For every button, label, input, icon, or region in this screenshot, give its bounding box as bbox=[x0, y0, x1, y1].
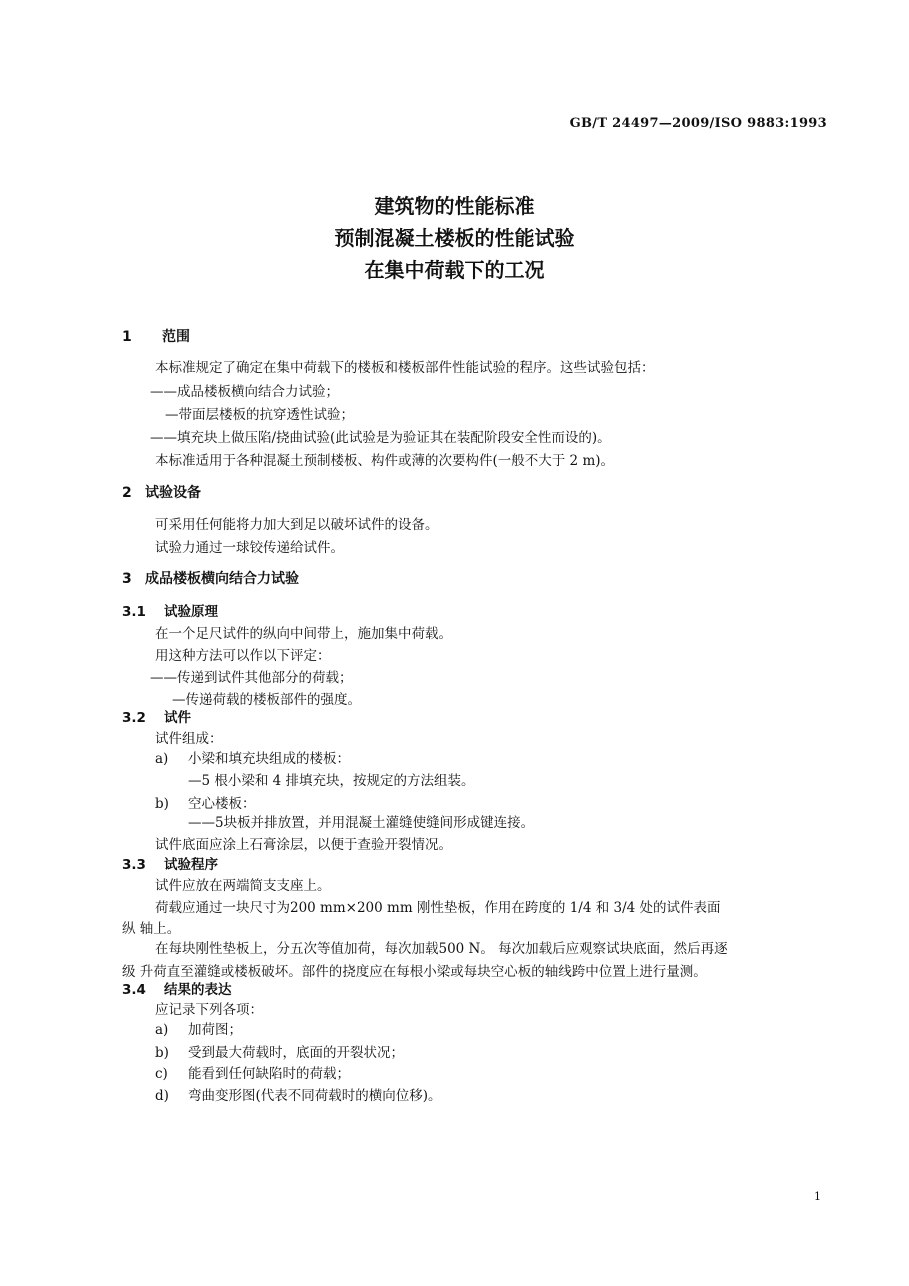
paragraph: 纵 轴上。 bbox=[122, 921, 181, 937]
subsection-3-1-heading bbox=[122, 600, 218, 620]
subsection-3-4-heading bbox=[122, 978, 232, 998]
paragraph: 荷载应通过一块尺寸为200 mm×200 mm 刚性垫板，作用在跨度的 1/4 和 3/4 处的试件表面 bbox=[155, 900, 721, 916]
section-number: 3 bbox=[122, 571, 132, 587]
list-label: d) bbox=[155, 1088, 169, 1104]
list-item: —带面层楼板的抗穿透性试验； bbox=[165, 407, 354, 423]
section-number: 2 bbox=[122, 485, 132, 501]
section-number: 3.2 bbox=[122, 710, 146, 726]
paragraph: 试验力通过一球铰传递给试件。 bbox=[155, 540, 344, 556]
section-3-heading bbox=[122, 568, 299, 588]
list-label: a) bbox=[155, 1022, 169, 1038]
section-title: 试验设备 bbox=[145, 485, 201, 501]
list-item bbox=[155, 1084, 442, 1104]
list-item: ——传递到试件其他部分的荷载； bbox=[150, 670, 353, 686]
list-text: 加荷图； bbox=[188, 1022, 242, 1038]
list-label: a) bbox=[155, 751, 169, 767]
list-text: 空心楼板： bbox=[188, 796, 256, 812]
list-text: 小梁和填充块组成的楼板： bbox=[188, 751, 350, 767]
paragraph: 在一个足尺试件的纵向中间带上，施加集中荷载。 bbox=[155, 626, 452, 642]
section-number: 3.1 bbox=[122, 604, 146, 620]
list-item bbox=[155, 1041, 404, 1061]
paragraph: 试件组成： bbox=[155, 731, 223, 747]
list-text: 弯曲变形图(代表不同荷载时的横向位移)。 bbox=[188, 1088, 442, 1104]
list-item: ——填充块上做压陷/挠曲试验(此试验是为验证其在装配阶段安全性而设的)。 bbox=[150, 430, 611, 446]
list-text: 能看到任何缺陷时的荷载； bbox=[188, 1066, 350, 1082]
paragraph: 本标准适用于各种混凝土预制楼板、构件或薄的次要构件(一般不大于 2 m)。 bbox=[155, 453, 615, 469]
list-item bbox=[155, 1062, 350, 1082]
list-label: b) bbox=[155, 796, 169, 812]
section-2-heading bbox=[122, 482, 201, 502]
section-number: 3.4 bbox=[122, 982, 146, 998]
list-item bbox=[155, 747, 350, 767]
list-item: —传递荷载的楼板部件的强度。 bbox=[172, 692, 361, 708]
section-number: 3.3 bbox=[122, 857, 146, 873]
subsection-3-3-heading bbox=[122, 853, 218, 873]
standard-number: GB/T 24497—2009/ISO 9883:1993 bbox=[569, 116, 827, 131]
list-item bbox=[155, 792, 256, 812]
list-item: ——成品楼板横向结合力试验； bbox=[150, 384, 339, 400]
list-label: b) bbox=[155, 1045, 169, 1061]
paragraph: 试件应放在两端简支支座上。 bbox=[155, 878, 331, 894]
document-title-line-3: 在集中荷载下的工况 bbox=[364, 258, 545, 282]
list-label: c) bbox=[155, 1066, 168, 1082]
paragraph: 应记录下列各项： bbox=[155, 1002, 263, 1018]
section-1-heading bbox=[122, 326, 190, 346]
section-number: 1 bbox=[122, 329, 132, 345]
section-title: 试验程序 bbox=[164, 857, 218, 873]
section-title: 结果的表达 bbox=[164, 982, 232, 998]
paragraph: 可采用任何能将力加大到足以破坏试件的设备。 bbox=[155, 517, 439, 533]
list-subitem: —5 根小梁和 4 排填充块，按规定的方法组装。 bbox=[188, 773, 475, 789]
paragraph: 试件底面应涂上石膏涂层，以便于查验开裂情况。 bbox=[155, 837, 452, 853]
section-title: 试件 bbox=[164, 710, 191, 726]
paragraph: 用这种方法可以作以下评定： bbox=[155, 648, 331, 664]
paragraph: 在每块刚性垫板上，分五次等值加荷，每次加载500 N。 每次加载后应观察试块底面，然后再逐 bbox=[155, 941, 728, 957]
section-title: 成品楼板横向结合力试验 bbox=[145, 571, 299, 587]
subsection-3-2-heading bbox=[122, 706, 191, 726]
paragraph: 本标准规定了确定在集中荷载下的楼板和楼板部件性能试验的程序。这些试验包括： bbox=[155, 360, 655, 376]
section-title: 范围 bbox=[162, 329, 190, 345]
document-title-line-2: 预制混凝土楼板的性能试验 bbox=[334, 226, 575, 250]
paragraph: 级 升荷直至灌缝或楼板破坏。部件的挠度应在每根小梁或每块空心板的轴线跨中位置上进行量测。 bbox=[122, 964, 707, 980]
list-item bbox=[155, 1018, 242, 1038]
list-text: 受到最大荷载时，底面的开裂状况； bbox=[188, 1045, 404, 1061]
page-number: 1 bbox=[814, 1190, 821, 1203]
document-title-line-1: 建筑物的性能标准 bbox=[374, 194, 535, 218]
list-subitem: ——5块板并排放置，并用混凝土灌缝使缝间形成键连接。 bbox=[188, 815, 535, 831]
section-title: 试验原理 bbox=[164, 604, 218, 620]
